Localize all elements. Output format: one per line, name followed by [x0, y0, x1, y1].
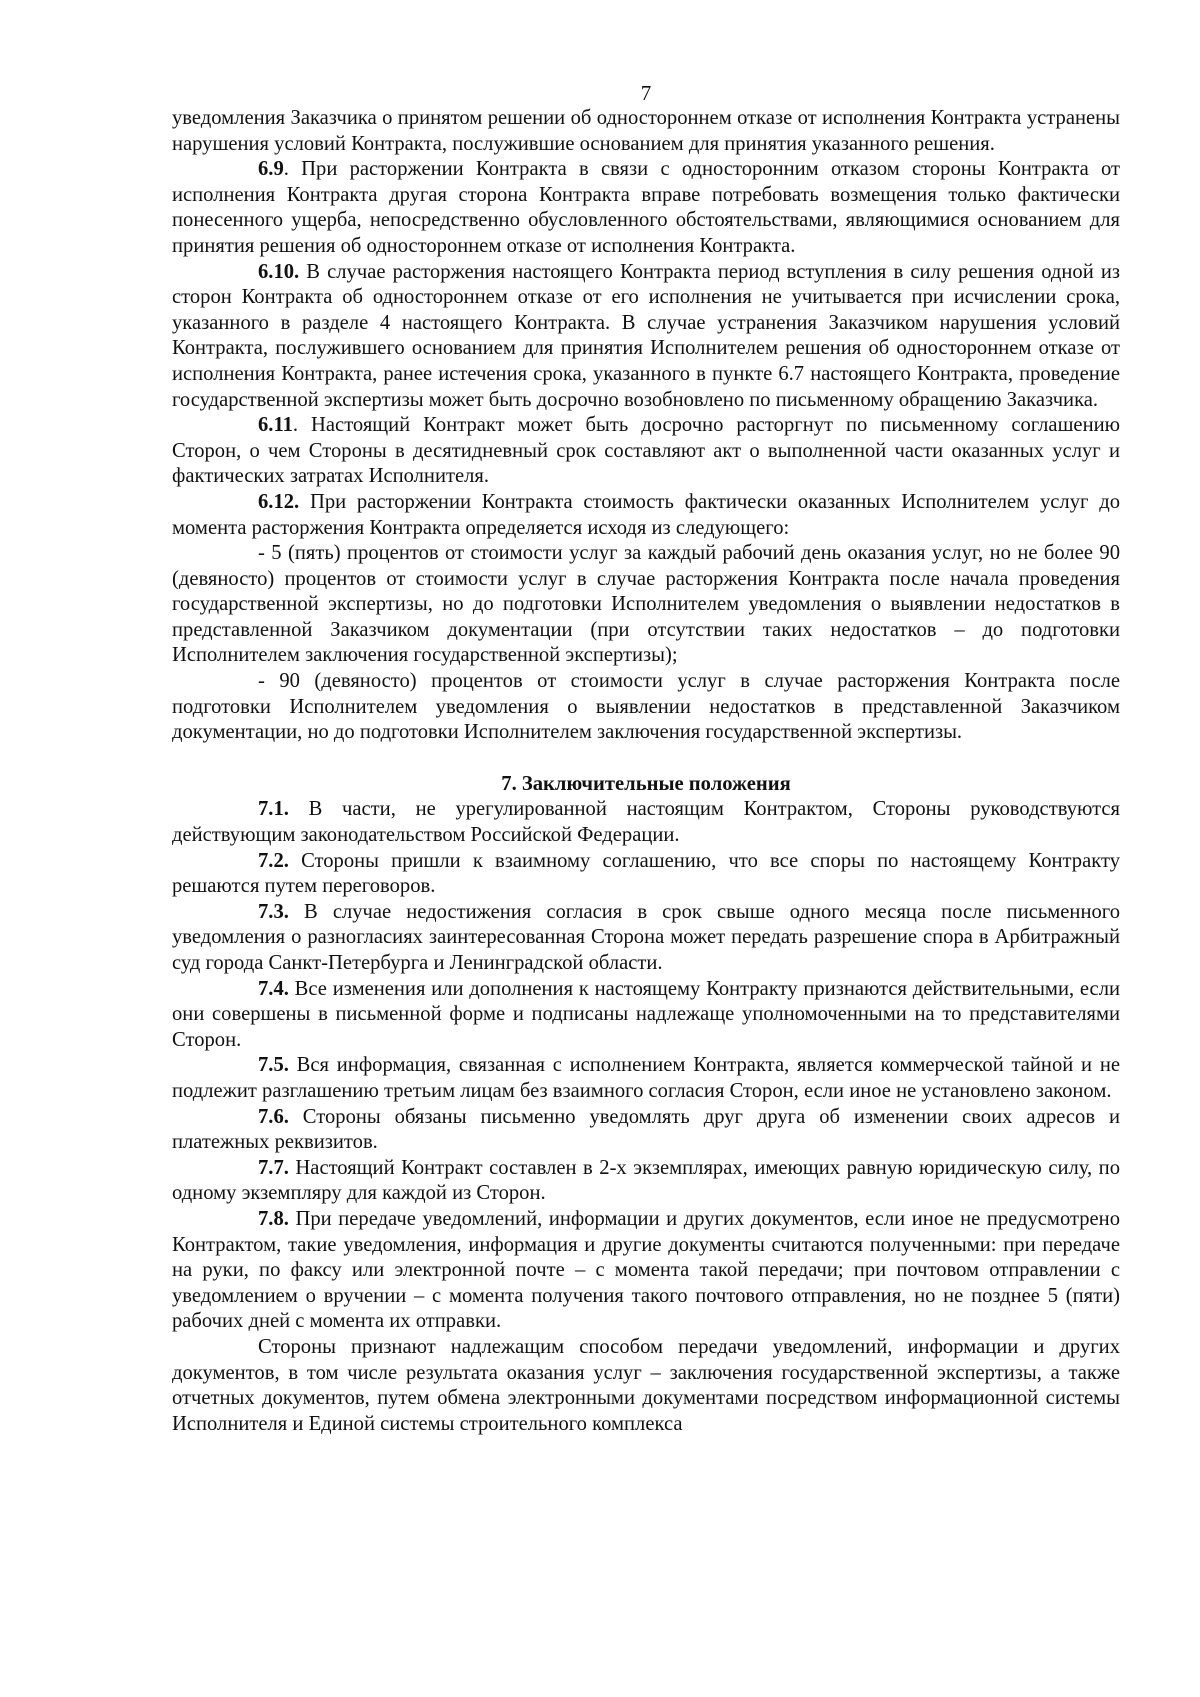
clause-number: 6.11 — [258, 414, 293, 437]
clause-number: 6.10. — [258, 260, 300, 283]
clause-text: Вся информация, связанная с исполнением Контракта, является коммерческой тайной и не подлежит разглашению третьим лицам без взаимного согласия Сторон, если иное не установлено законом. — [172, 1054, 1120, 1102]
document-page — [172, 80, 1120, 1437]
clause-7-7 — [172, 1156, 1120, 1207]
clause-text: Настоящий Контракт составлен в 2-х экземплярах, имеющих равную юридическую силу, по одному экземпляру для каждой из Сторон. — [172, 1156, 1120, 1205]
clause-7-1 — [172, 797, 1120, 848]
clause-number: 7.4. — [258, 977, 289, 1000]
clause-7-6 — [172, 1105, 1120, 1156]
clause-text: При расторжении Контракта стоимость фактически оказанных Исполнителем услуг до момента расторжения Контракта определяется исходя из следующего: — [172, 490, 1120, 539]
clause-6-11 — [172, 413, 1120, 490]
clause-7-3 — [172, 900, 1120, 977]
clause-7-5 — [172, 1053, 1120, 1104]
clause-number: 7.8. — [258, 1207, 289, 1230]
clause-text: Все изменения или дополнения к настоящему Контракту признаются действительными, если они совершены в письменной форме и подписаны надлежаще уполномоченными на то представителями Сторон. — [172, 977, 1120, 1051]
clause-text: В случае недостижения согласия в срок свыше одного месяца после письменного уведомления о разногласиях заинтересованная Сторона может передать разрешение спора в Арбитражный суд города Санкт-Петербурга и Ленинградской области. — [172, 900, 1120, 974]
clause-7-4 — [172, 977, 1120, 1054]
clause-number: 7.2. — [258, 849, 289, 872]
clause-7-8 — [172, 1207, 1120, 1335]
clause-text: При передаче уведомлений, информации и других документов, если иное не предусмотрено Контрактом, такие уведомления, информация и другие документы считаются полученными: при передаче на руки, по факсу или электронной почте – с момента такой передачи; при почтовом отправлении с уведомлением о вручении – с момента получения такого почтового отправления, но не позднее 5 (пяти) рабочих дней с момента их отправки. — [172, 1207, 1120, 1333]
clause-6-9 — [172, 157, 1120, 259]
section-title: 7. Заключительные положения — [501, 772, 791, 795]
clause-number: 7.1. — [258, 798, 289, 821]
clause-number: 7.7. — [258, 1156, 289, 1179]
bullet-item: - 90 (девяносто) процентов от стоимости услуг в случае расторжения Контракта после подготовки Исполнителем уведомления о выявлении недостатков в представленной Заказчиком документации, но до подготовки Исполнителем заключения государственной экспертизы. — [172, 670, 1120, 744]
clause-text: . Настоящий Контракт может быть досрочно расторгнут по письменному соглашению Сторон, о чем Стороны в десятидневный срок составляют акт о выполненной части оказанных услуг и фактических затратах Исполнителя. — [172, 414, 1120, 488]
clause-6-12 — [172, 490, 1120, 541]
clause-text: Стороны обязаны письменно уведомлять друг друга об изменении своих адресов и платежных реквизитов. — [172, 1105, 1120, 1154]
clause-number: 6.12. — [258, 490, 300, 513]
clause-number: 7.5. — [258, 1054, 289, 1077]
paragraph-6-8-continuation: уведомления Заказчика о принятом решении об одностороннем отказе от исполнения Контракта устранены нарушения условий Контракта, послужившие основанием для принятия указанного решения. — [172, 107, 1120, 155]
page-number: 7 — [640, 81, 652, 105]
bullet-item: - 5 (пять) процентов от стоимости услуг за каждый рабочий день оказания услуг, но не более 90 (девяносто) процентов от стоимости услуг в случае расторжения Контракта после начала проведения государственной экспертизы, но до подготовки Исполнителем уведомления о выявлении недостатков в представленной Заказчиком документации (при отсутствии таких недостатков – до подготовки Исполнителем заключения государственной экспертизы); — [172, 542, 1120, 667]
clause-text: . При расторжении Контракта в связи с односторонним отказом стороны Контракта от исполнения Контракта другая сторона Контракта вправе потребовать возмещения только фактически понесенного ущерба, непосредственно обусловленного обстоятельствами, являющимися основанием для принятия решения об одностороннем отказе от исполнения Контракта. — [172, 158, 1120, 257]
clause-number: 7.3. — [258, 900, 289, 923]
clause-number: 7.6. — [258, 1105, 289, 1128]
paragraph-electronic-exchange: Стороны признают надлежащим способом передачи уведомлений, информации и других документов, в том числе результата оказания услуг – заключения государственной экспертизы, а также отчетных документов, путем обмена электронными документами посредством информационной системы Исполнителя и Единой системы строительного комплекса — [172, 1335, 1120, 1435]
clause-6-10 — [172, 260, 1120, 414]
clause-7-2 — [172, 849, 1120, 900]
clause-number: 6.9 — [258, 158, 284, 181]
clause-text: В случае расторжения настоящего Контракта период вступления в силу решения одной из сторон Контракта об одностороннем отказе от его исполнения не учитывается при исчислении срока, указанного в разделе 4 настоящего Контракта. В случае устранения Заказчиком нарушения условий Контракта, послужившего основанием для принятия Исполнителем решения об одностороннем отказе от исполнения Контракта, ранее истечения срока, указанного в пункте 6.7 настоящего Контракта, проведение государственной экспертизы может быть досрочно возобновлено по письменному обращению Заказчика. — [172, 260, 1120, 411]
clause-text: В части, не урегулированной настоящим Контрактом, Стороны руководствуются действующим законодательством Российской Федерации. — [172, 798, 1120, 847]
clause-text: Стороны пришли к взаимному соглашению, что все споры по настоящему Контракту решаются путем переговоров. — [172, 849, 1120, 898]
